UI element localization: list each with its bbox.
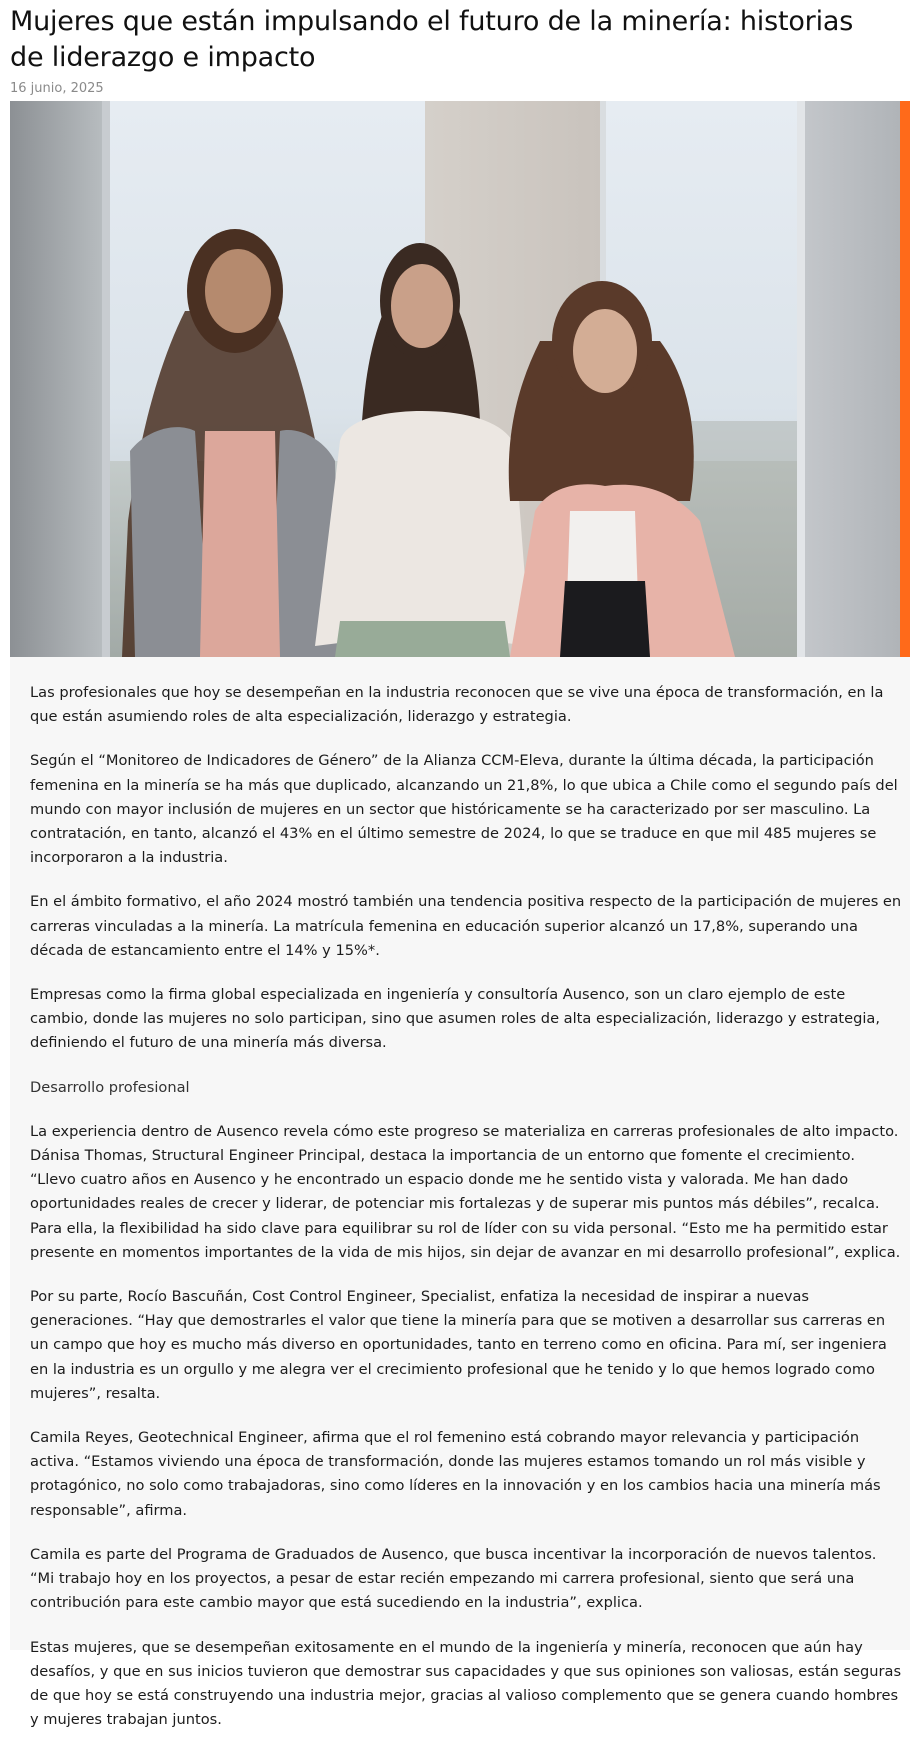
article-title: Mujeres que están impulsando el futuro de la minería: historias de liderazgo e impacto [10, 6, 854, 73]
article-body [10, 657, 910, 1729]
article-date: 16 junio, 2025 [10, 81, 104, 96]
article-paragraph: Según el “Monitoreo de Indicadores de Género” de la Alianza CCM-Eleva, durante la última década, la participación femenina en la minería se ha más que duplicado, alcanzando un 21,8%, lo que ubica a Chile como el segundo país del mundo con mayor inclusión de mujeres en un sector que históricamente se ha caracterizado por ser masculino. La contratación, en tanto, alcanzó el 43% en el último semestre de 2024, lo que se traduce en que mil 485 mujeres se incorporaron a la industria. [30, 752, 898, 867]
article-paragraph: Empresas como la firma global especializada en ingeniería y consultoría Ausenco, son un claro ejemplo de este cambio, donde las mujeres no solo participan, sino que asumen roles de alta especialización, liderazgo y estrategia, definiendo el futuro de una minería más diversa. [30, 986, 880, 1052]
article-paragraph: La experiencia dentro de Ausenco revela cómo este progreso se materializa en carreras profesionales de alto impacto. Dánisa Thomas, Structural Engineer Principal, destaca la importancia de un entorno que fomente el crecimiento. “Llevo cuatro años en Ausenco y he encontrado un espacio donde me he sentido vista y valorada. Me han dado oportunidades reales de crecer y liderar, de potenciar mis fortalezas y de superar mis puntos más débiles”, recalca. Para ella, la flexibilidad ha sido clave para equilibrar su rol de líder con su vida personal. “Esto me ha permitido estar presente en momentos importantes de la vida de mis hijos, sin dejar de avanzar en mi desarrollo profesional”, explica. [30, 1122, 901, 1261]
article-paragraph: En el ámbito formativo, el año 2024 mostró también una tendencia positiva respecto de la participación de mujeres en carreras vinculadas a la minería. La matrícula femenina en educación superior alcanzó un 17,8%, superando una década de estancamiento entre el 14% y 15%*. [30, 893, 902, 959]
article-paragraph: Camila Reyes, Geotechnical Engineer, afirma que el rol femenino está cobrando mayor relevancia y participación activa. “Estamos viviendo una época de transformación, donde las mujeres estamos tomando un rol más visible y protagónico, no solo como trabajadoras, sino como líderes en la innovación y en los cambios hacia una minería más responsable”, afirma. [30, 1429, 881, 1519]
article-paragraph: Las profesionales que hoy se desempeñan en la industria reconocen que se vive una época de transformación, en la que están asumiendo roles de alta especialización, liderazgo y estrategia. [30, 684, 884, 726]
section-subheading: Desarrollo profesional [30, 1078, 190, 1096]
article-paragraph: Estas mujeres, que se desempeñan exitosamente en el mundo de la ingeniería y minería, reconocen que aún hay desafíos, y que en sus inicios tuvieron que demostrar sus capacidades y que sus opiniones son valiosas, están seguras de que hoy se está construyendo una industria mejor, gracias al valioso complemento que se genera cuando hombres y mujeres trabajan juntos. [30, 1638, 902, 1729]
hero-photo [10, 101, 910, 657]
article-paragraph: Camila es parte del Programa de Graduados de Ausenco, que busca incentivar la incorporación de nuevos talentos. “Mi trabajo hoy en los proyectos, a pesar de estar recién empezando mi carrera profesional, siento que será una contribución para este cambio mayor que está sucediendo en la industria”, explica. [30, 1545, 877, 1612]
accent-bar [900, 101, 910, 661]
article-paragraph: Por su parte, Rocío Bascuñán, Cost Control Engineer, Specialist, enfatiza la necesidad de inspirar a nuevas generaciones. “Hay que demostrarles el valor que tiene la minería para que se motiven a desarrollar sus carreras en un campo que hoy es mucho más diverso en oportunidades, tanto en terreno como en oficina. Para mí, ser ingeniera en la industria es un orgullo y me alegra ver el crecimiento profesional que he tenido y lo que hemos logrado como mujeres”, resalta. [30, 1288, 887, 1402]
